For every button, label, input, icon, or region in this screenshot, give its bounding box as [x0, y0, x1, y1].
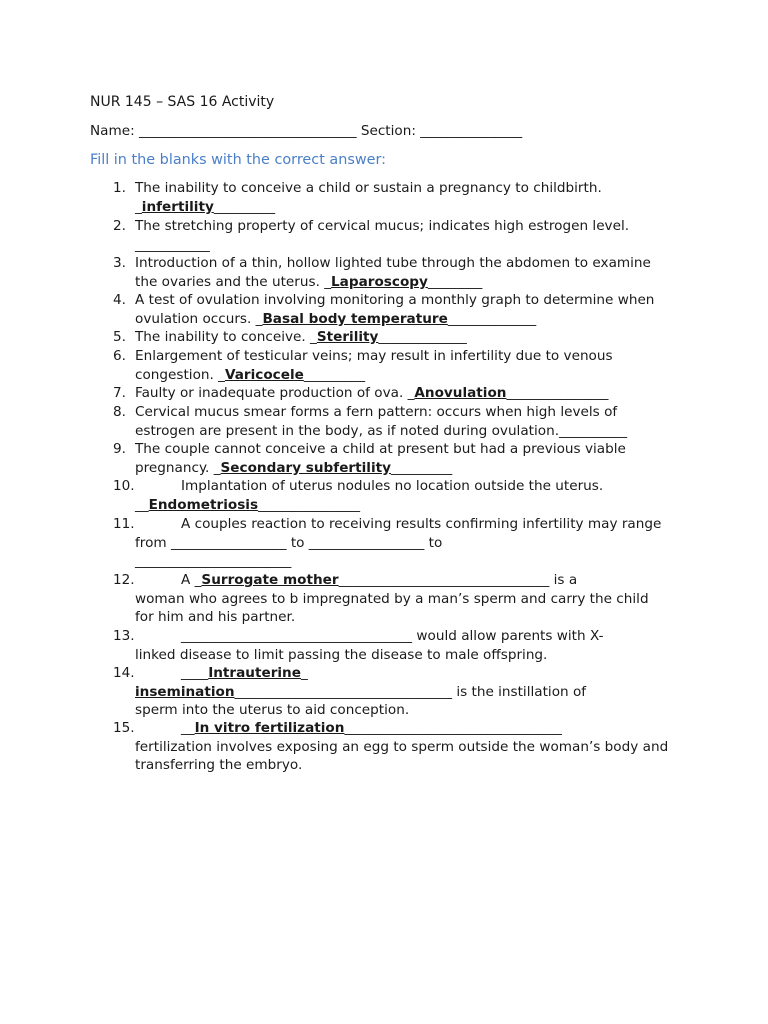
item-number: 11. [113, 516, 135, 532]
item-text-line [135, 422, 627, 441]
text-segment: from _________________ to _________________ to [135, 534, 443, 551]
item-number: 7. [113, 385, 126, 401]
name-section-row: Name: ________________________________ Section: _______________ [90, 123, 523, 139]
item-text-line [181, 719, 562, 738]
text-segment: _________ [303, 366, 366, 383]
text-segment: _______________ [258, 496, 361, 513]
item-number: 5. [113, 329, 126, 345]
text-segment: _ [300, 665, 308, 681]
item-text-line [135, 552, 291, 571]
text-segment: Implantation of uterus nodules no location outside the uterus. [181, 478, 604, 494]
text-segment: The couple cannot conceive a child at present but had a previous viable [135, 441, 626, 457]
item-text-line [181, 477, 603, 496]
item-text-line [135, 440, 626, 459]
text-segment: __ [181, 720, 195, 736]
document-title: NUR 145 – SAS 16 Activity [90, 94, 275, 110]
item-text-line [135, 496, 360, 515]
item-text-line [135, 608, 295, 627]
item-text-line [135, 459, 452, 478]
item-number: 10. [113, 478, 135, 494]
item-text-line [135, 646, 547, 665]
text-segment: _____________ [447, 310, 537, 327]
text-segment: woman who agrees to b impregnated by a man’s sperm and carry the child [135, 590, 649, 607]
item-text-line [181, 627, 604, 646]
item-text-line [135, 701, 409, 720]
text-segment: _____________ [378, 329, 467, 345]
item-text-line [135, 534, 442, 553]
text-segment: _________ [390, 459, 453, 476]
item-text-line [135, 291, 654, 310]
answer-text: Varicocele [224, 366, 304, 383]
text-segment: _______________________________ is a [338, 572, 578, 588]
item-text-line [135, 756, 302, 775]
text-segment: Faulty or inadequate production of ova. _ [135, 385, 415, 401]
text-segment: ___________ [135, 236, 210, 253]
answer-text: infertility [141, 198, 214, 215]
text-segment: The stretching property of cervical mucus; indicates high estrogen level. [135, 218, 630, 234]
item-text-line [135, 403, 617, 422]
item-text-line [135, 273, 482, 292]
text-segment: __________________________________ would allow parents with X- [181, 628, 604, 644]
item-text-line [135, 738, 668, 757]
item-text-line [135, 347, 613, 366]
item-number: 9. [113, 441, 126, 457]
text-segment: Introduction of a thin, hollow lighted tube through the abdomen to examine [135, 255, 651, 271]
text-segment: The inability to conceive. _ [135, 329, 317, 345]
text-segment: linked disease to limit passing the disease to male offspring. [135, 646, 548, 663]
text-segment: congestion. _ [135, 366, 225, 383]
item-text-line [135, 179, 602, 198]
instruction-heading: Fill in the blanks with the correct answer: [90, 152, 386, 168]
item-text-line [135, 310, 536, 329]
answer-text: Intrauterine [208, 665, 301, 681]
text-segment: the ovaries and the uterus. _ [135, 273, 332, 290]
answer-text: Basal body temperature [262, 310, 448, 327]
text-segment: pregnancy. _ [135, 459, 221, 476]
text-segment: for him and his partner. [135, 609, 296, 626]
text-segment: ________ [427, 273, 483, 290]
text-segment: A couples reaction to receiving results confirming infertility may range [181, 516, 662, 532]
text-segment: ________________________________ is the instillation of [234, 683, 587, 700]
item-number: 1. [113, 180, 126, 196]
item-number: 3. [113, 255, 126, 271]
item-number: 8. [113, 404, 126, 420]
text-segment: _______________ [506, 385, 609, 401]
item-text-line [135, 198, 275, 217]
item-text-line [135, 328, 467, 347]
text-segment: ovulation occurs. _ [135, 310, 263, 327]
item-text-line [181, 515, 661, 534]
answer-text: Laparoscopy [331, 273, 428, 290]
text-segment: Cervical mucus smear forms a fern pattern: occurs when high levels of [135, 404, 618, 420]
item-number: 14. [113, 665, 135, 681]
item-text-line [135, 254, 651, 273]
answer-text: In vitro fertilization [194, 720, 345, 736]
text-segment: ____ [181, 665, 209, 681]
text-segment: Enlargement of testicular veins; may result in infertility due to venous [135, 348, 613, 364]
text-segment: The inability to conceive a child or sustain a pregnancy to childbirth. [135, 180, 602, 196]
answer-text: insemination [135, 683, 235, 700]
item-text-line [135, 366, 365, 385]
text-segment: ________________________________ [344, 720, 562, 736]
item-text-line [135, 384, 608, 403]
text-segment: _________ [213, 198, 275, 215]
item-number: 15. [113, 720, 135, 736]
item-number: 6. [113, 348, 126, 364]
item-text-line [135, 217, 629, 236]
answer-text: Surrogate mother [201, 572, 339, 588]
item-text-line [181, 571, 577, 590]
text-segment: A _ [181, 572, 202, 588]
answer-text: Endometriosis [148, 496, 259, 513]
item-number: 4. [113, 292, 126, 308]
text-segment: sperm into the uterus to aid conception. [135, 702, 410, 719]
text-segment: transferring the embryo. [135, 757, 303, 774]
answer-text: Secondary subfertility [220, 459, 391, 476]
answer-text: Sterility [316, 329, 379, 345]
item-number: 12. [113, 572, 135, 588]
item-text-line [135, 236, 210, 255]
text-segment: _ [135, 198, 142, 215]
text-segment: A test of ovulation involving monitoring a monthly graph to determine when [135, 292, 655, 308]
item-number: 13. [113, 628, 135, 644]
item-text-line [135, 590, 649, 609]
text-segment: _______________________ [135, 553, 292, 570]
item-number: 2. [113, 218, 126, 234]
text-segment: fertilization involves exposing an egg to sperm outside the woman’s body and [135, 738, 669, 755]
text-segment: estrogen are present in the body, as if noted during ovulation.__________ [135, 422, 627, 439]
text-segment: __ [135, 496, 149, 513]
item-text-line [135, 683, 586, 702]
item-text-line [181, 664, 308, 683]
answer-text: Anovulation [414, 385, 507, 401]
